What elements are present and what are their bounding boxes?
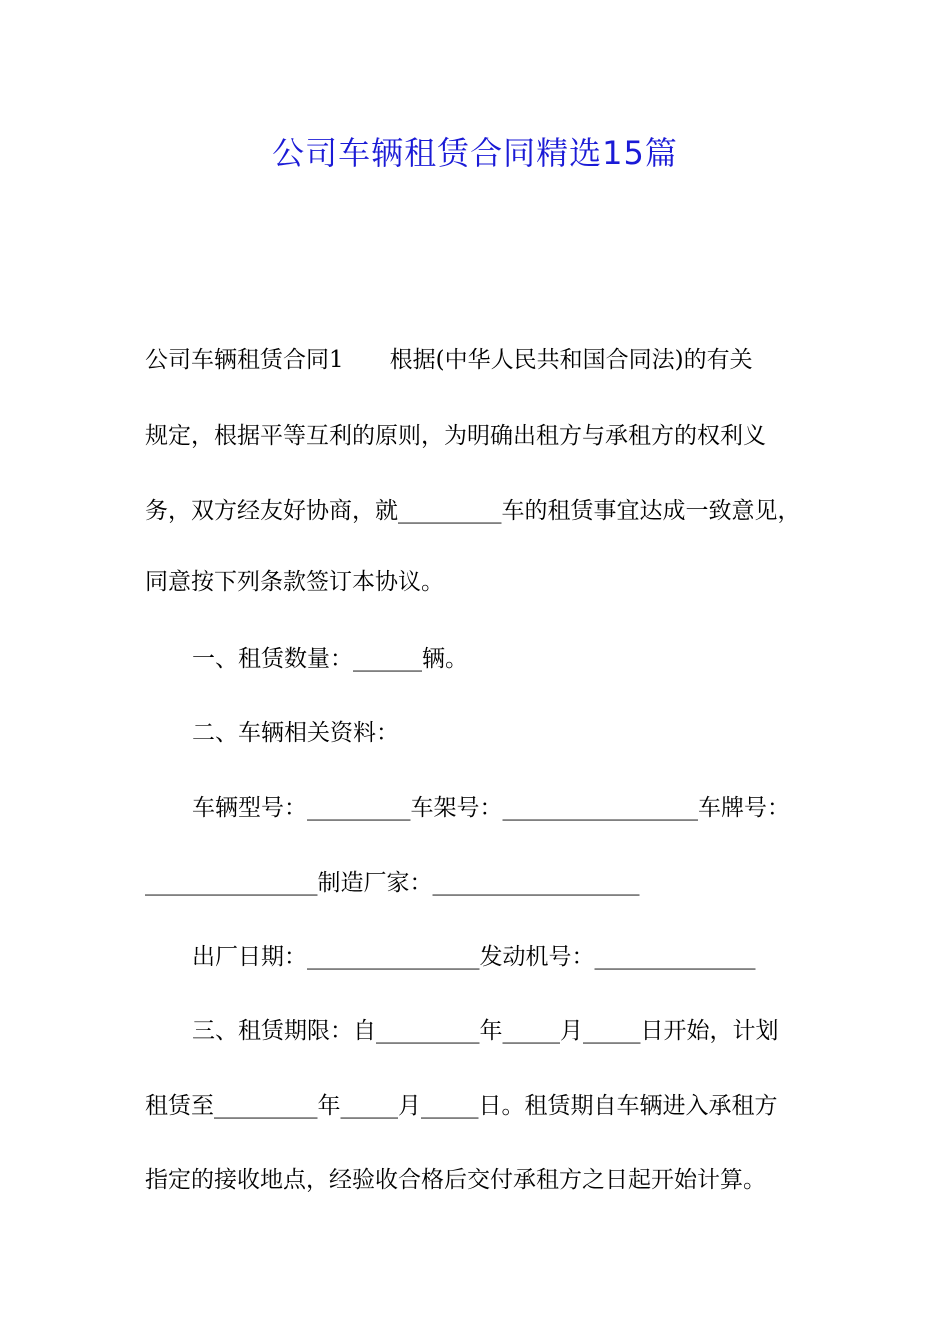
paragraph-line: 同意按下列条款签订本协议。	[145, 569, 444, 595]
paragraph-line: 公司车辆租赁合同1 根据(中华人民共和国合同法)的有关	[145, 347, 753, 373]
vehicle-model-line: 车辆型号：_________车架号：_________________车牌号：	[192, 795, 790, 821]
production-date-line: 出厂日期：_______________发动机号：______________	[192, 944, 756, 970]
clause-vehicle-info-heading: 二、车辆相关资料：	[192, 720, 399, 746]
paragraph-line: 务，双方经友好协商，就_________车的租赁事宜达成一致意见，	[145, 498, 801, 524]
clause-lease-term: 三、租赁期限：自_________年_____月_____日开始，计划	[192, 1018, 779, 1044]
manufacturer-line: _______________制造厂家：__________________	[145, 870, 640, 896]
paragraph-line: 规定，根据平等互利的原则，为明确出租方与承租方的权利义	[145, 423, 766, 449]
document-title: 公司车辆租赁合同精选15篇	[272, 134, 678, 172]
paragraph-line: 指定的接收地点，经验收合格后交付承租方之日起开始计算。	[145, 1167, 766, 1193]
clause-quantity: 一、租赁数量：______辆。	[192, 646, 468, 672]
paragraph-line: 租赁至_________年_____月_____日。租赁期自车辆进入承租方	[145, 1093, 778, 1119]
